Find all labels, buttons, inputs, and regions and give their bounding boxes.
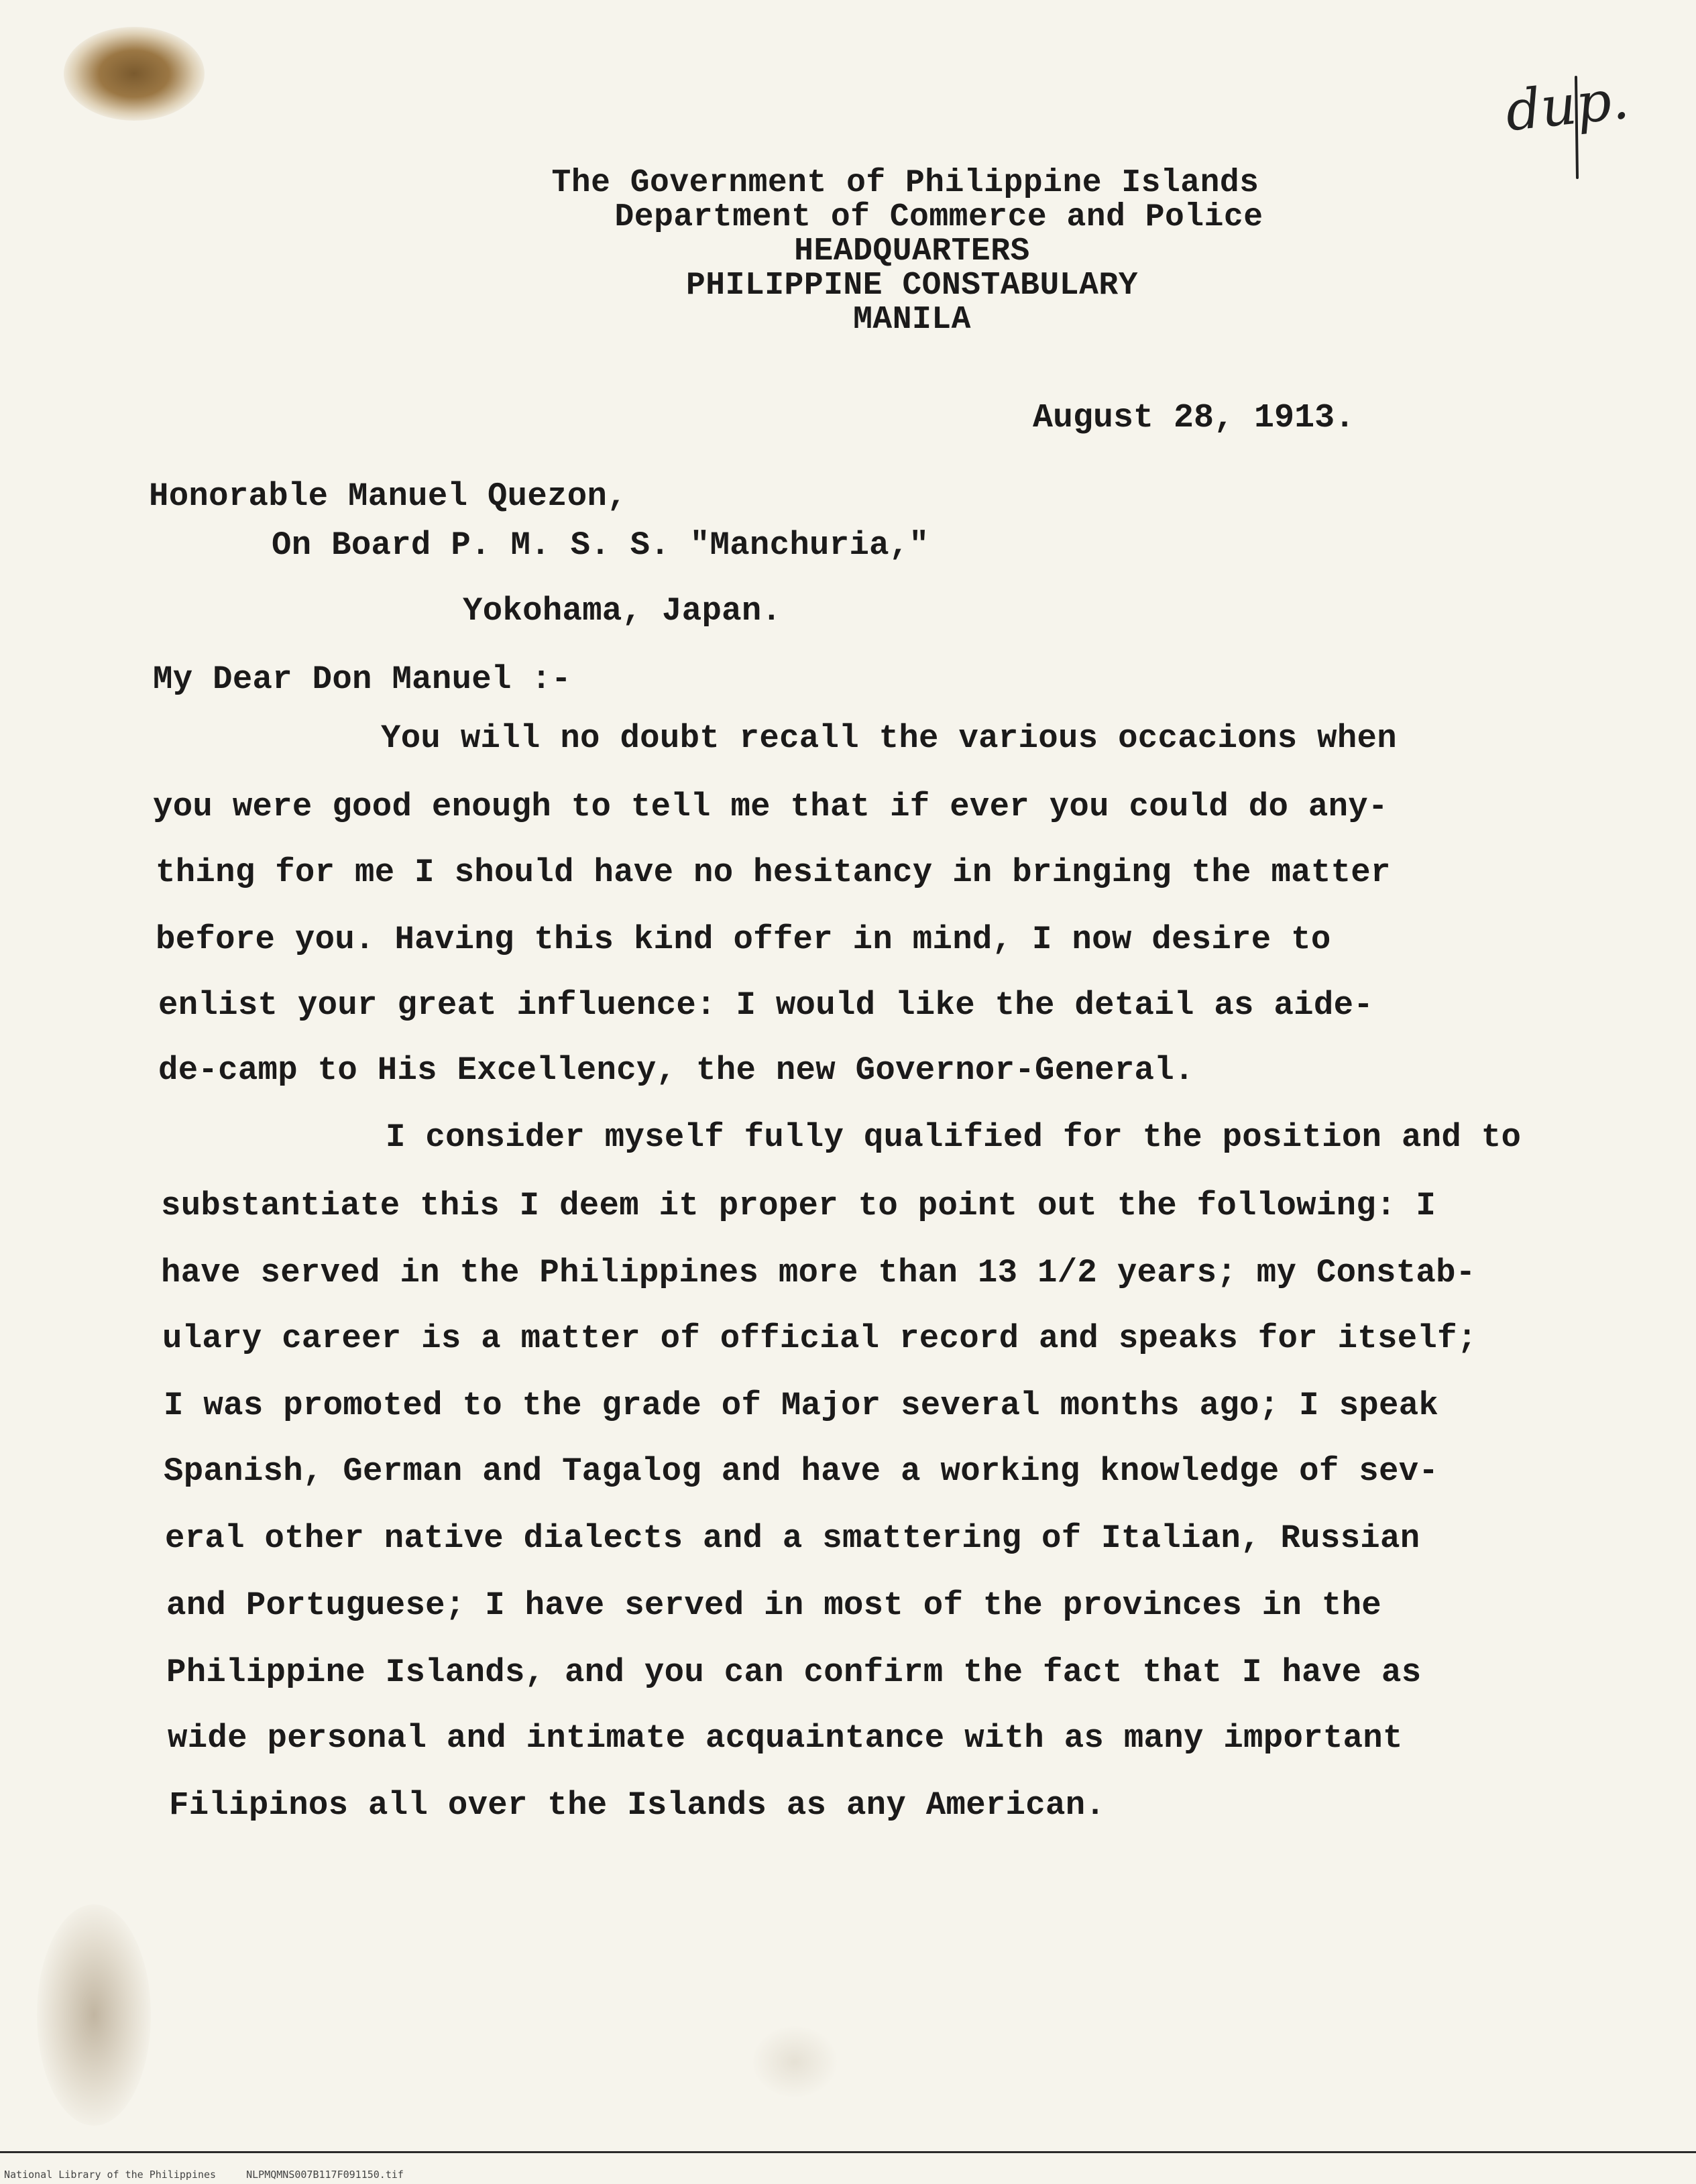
body-line: before you. Having this kind offer in mind, I now desire to xyxy=(156,921,1331,958)
body-line: Spanish, German and Tagalog and have a working knowledge of sev- xyxy=(164,1452,1439,1490)
body-line: you were good enough to tell me that if ever you could do any- xyxy=(153,788,1388,825)
archive-file-id: NLPMQMNS007B117F091150.tif xyxy=(246,2169,404,2181)
body-line: wide personal and intimate acquaintance with as many important xyxy=(168,1719,1403,1757)
body-line: de-camp to His Excellency, the new Governor-General. xyxy=(158,1051,1194,1089)
body-line: have served in the Philippines more than 13 1/2 years; my Constab- xyxy=(161,1254,1476,1291)
paper-stain-bottom xyxy=(751,2025,838,2099)
letterhead-line-city: MANILA xyxy=(853,302,971,338)
body-line: eral other native dialects and a smattering of Italian, Russian xyxy=(165,1519,1420,1557)
salutation: My Dear Don Manuel :- xyxy=(153,660,571,698)
body-line: You will no doubt recall the various occacions when xyxy=(381,720,1397,757)
archive-library: National Library of the Philippines xyxy=(4,2169,217,2181)
address-line-ship: On Board P. M. S. S. "Manchuria," xyxy=(272,526,929,564)
body-line: and Portuguese; I have served in most of the provinces in the xyxy=(166,1587,1381,1624)
body-line: I consider myself fully qualified for the position and to xyxy=(386,1118,1522,1156)
letterhead-line-department: Department of Commerce and Police xyxy=(614,199,1263,235)
letterhead xyxy=(469,166,1341,337)
address-line-name: Honorable Manuel Quezon, xyxy=(149,477,627,515)
body-line: substantiate this I deem it proper to point out the following: I xyxy=(161,1187,1436,1224)
letterhead-line-government: The Government of Philippine Islands xyxy=(551,165,1259,201)
address-line-city: Yokohama, Japan. xyxy=(463,592,782,630)
body-line: thing for me I should have no hesitancy in bringing the matter xyxy=(156,854,1391,891)
paper-stain-bottom-left xyxy=(37,1904,151,2126)
body-line: Philippine Islands, and you can confirm the fact that I have as xyxy=(166,1654,1422,1691)
body-line: Filipinos all over the Islands as any American. xyxy=(169,1786,1106,1824)
body-line: enlist your great influence: I would like the detail as aide- xyxy=(158,986,1373,1024)
footer-rule xyxy=(0,2151,1696,2153)
letterhead-line-headquarters: HEADQUARTERS xyxy=(794,233,1030,270)
handwritten-note: dup. xyxy=(1502,67,1632,144)
paper-stain-top-left xyxy=(64,27,205,121)
archive-footer xyxy=(4,2169,404,2181)
letterhead-line-constabulary: PHILIPPINE CONSTABULARY xyxy=(685,268,1138,304)
letter-date: August 28, 1913. xyxy=(1033,399,1355,437)
body-line: I was promoted to the grade of Major several months ago; I speak xyxy=(164,1387,1439,1424)
body-line: ulary career is a matter of official record and speaks for itself; xyxy=(162,1320,1477,1357)
